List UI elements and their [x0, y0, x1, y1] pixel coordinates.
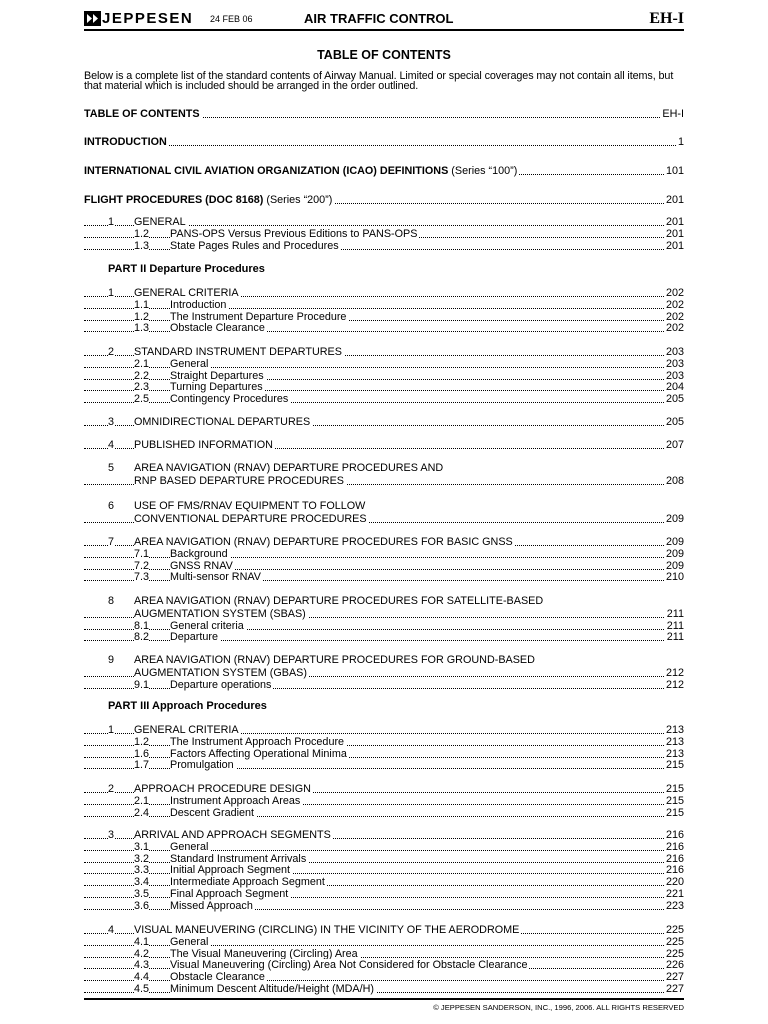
- toc-subsection-title: Minimum Descent Altitude/Height (MDA/H): [170, 982, 375, 995]
- toc-subsection-page: 215: [665, 759, 684, 772]
- toc-subsection-title: General: [170, 936, 209, 948]
- toc-section: [84, 724, 684, 736]
- toc-subsection-page: 210: [665, 571, 684, 584]
- toc-subsection-title: Contingency Procedures: [170, 393, 289, 406]
- toc-subsection-page: 204: [665, 381, 684, 394]
- toc-subsection: [84, 631, 684, 643]
- toc-section: [84, 829, 684, 841]
- toc-entry-page: EH-I: [662, 108, 684, 120]
- toc-subsection-title: Straight Departures: [170, 369, 264, 382]
- toc-subsection-page: 220: [665, 876, 684, 889]
- toc-subsection-number: 1.2: [134, 228, 150, 240]
- toc-section-title: USE OF FMS/RNAV EQUIPMENT TO FOLLOW: [134, 500, 366, 512]
- toc-subsection-number: 1.3: [134, 239, 150, 252]
- toc-section-title: ARRIVAL AND APPROACH SEGMENTS: [134, 829, 331, 841]
- toc-section-title-continued: AUGMENTATION SYSTEM (GBAS): [134, 666, 307, 679]
- toc-subsection-title: Obstacle Clearance: [170, 322, 265, 335]
- toc-subsection-title: Obstacle Clearance: [170, 971, 265, 984]
- toc-subsection-title: The Instrument Approach Procedure: [170, 736, 345, 748]
- toc-section: [84, 500, 684, 512]
- toc-entry-title: [84, 108, 202, 120]
- toc-subsection: [84, 358, 684, 370]
- toc-subsection: [84, 311, 684, 323]
- toc-subsection-number: 2.3: [134, 381, 150, 394]
- toc-subsection: [84, 228, 684, 240]
- toc-subsection-title: PANS-OPS Versus Previous Editions to PANS-OPS: [170, 228, 418, 240]
- toc-subsection: [84, 948, 684, 960]
- toc-section-page: 216: [665, 829, 684, 841]
- page-header: [84, 8, 684, 30]
- toc-subsection: [84, 853, 684, 865]
- toc-subsection: [84, 759, 684, 771]
- toc-subsection-page: 216: [665, 852, 684, 865]
- toc-subsection-page: 202: [665, 310, 684, 323]
- toc-subsection-title: General: [170, 841, 209, 853]
- toc-subsection-number: 7.2: [134, 559, 150, 572]
- toc-subsection: [84, 876, 684, 888]
- toc-section-number: 8: [108, 595, 115, 607]
- toc-subsection-page: 227: [665, 971, 684, 984]
- toc-section-number: 7: [108, 536, 115, 548]
- toc-subsection-number: 3.4: [134, 876, 150, 889]
- toc-subsection: [84, 736, 684, 748]
- toc-section-number: 3: [108, 829, 115, 841]
- toc-subsection-page: 215: [665, 795, 684, 807]
- toc-subsection-title: Initial Approach Segment: [170, 864, 291, 877]
- toc-subsection-page: 213: [665, 736, 684, 748]
- toc-subsection-page: 209: [665, 559, 684, 572]
- toc-subsection-number: 3.6: [134, 899, 150, 912]
- toc-section-number: 2: [108, 783, 115, 795]
- toc-section-page: 225: [665, 924, 684, 936]
- toc-subsection-title: Factors Affecting Operational Minima: [170, 747, 347, 760]
- page-title: TABLE OF CONTENTS: [317, 48, 451, 62]
- toc-subsection-page: 216: [665, 864, 684, 877]
- footer-rule: [84, 998, 684, 1000]
- toc-subsection-title: State Pages Rules and Procedures: [170, 239, 339, 252]
- toc-subsection-page: 215: [665, 806, 684, 819]
- toc-section-number: 4: [108, 439, 115, 451]
- toc-section-page: 203: [665, 346, 684, 358]
- toc-section-number: 5: [108, 462, 115, 474]
- toc-subsection: [84, 983, 684, 995]
- toc-entry-series: (Series “100”): [448, 165, 518, 177]
- part-heading: PART III Approach Procedures: [108, 700, 267, 712]
- toc-section: [84, 416, 684, 428]
- toc-subsection-number: 7.1: [134, 548, 150, 560]
- toc-entry-page: 201: [665, 194, 684, 206]
- intro-paragraph: Below is a complete list of the standard contents of Airway Manual. Limited or special coverages may not contain all items, but that material which is included should be arranged in the order outlined.: [84, 70, 674, 92]
- toc-section-title: AREA NAVIGATION (RNAV) DEPARTURE PROCEDURES FOR GROUND-BASED: [134, 654, 535, 666]
- toc-section: [84, 536, 684, 548]
- toc-subsection-number: 2.1: [134, 358, 150, 370]
- toc-entry-title-bold: FLIGHT PROCEDURES (DOC 8168): [84, 194, 264, 206]
- toc-subsection: [84, 795, 684, 807]
- toc-subsection-page: 209: [665, 548, 684, 560]
- toc-section-page: 205: [665, 416, 684, 428]
- toc-subsection: [84, 393, 684, 405]
- toc-entry: [84, 194, 684, 206]
- toc-entry: [84, 165, 684, 177]
- toc-subsection-number: 4.5: [134, 982, 150, 995]
- toc-section-number: 4: [108, 924, 115, 936]
- toc-subsection-page: 212: [665, 678, 684, 691]
- toc-subsection-number: 2.5: [134, 393, 150, 406]
- toc-section: [84, 346, 684, 358]
- logo-text: JEPPESEN: [102, 10, 194, 27]
- toc-subsection-number: 3.5: [134, 887, 150, 900]
- toc-subsection-title: The Visual Maneuvering (Circling) Area: [170, 947, 358, 960]
- header-date: 24 FEB 06: [210, 14, 253, 24]
- toc-subsection-title: Introduction: [170, 299, 227, 311]
- toc-section-title: AREA NAVIGATION (RNAV) DEPARTURE PROCEDURES AND: [134, 462, 444, 474]
- toc-section-number: 6: [108, 500, 115, 512]
- toc-subsection-page: 202: [665, 322, 684, 335]
- toc-section: [84, 654, 684, 666]
- toc-section-page: 208: [665, 474, 684, 487]
- toc-subsection-number: 1.2: [134, 310, 150, 323]
- toc-section: [84, 439, 684, 451]
- toc-subsection-number: 1.6: [134, 747, 150, 760]
- toc-subsection-title: Promulgation: [170, 759, 234, 772]
- toc-section-title: GENERAL CRITERIA: [134, 287, 239, 299]
- toc-entry-title-bold: INTERNATIONAL CIVIL AVIATION ORGANIZATION (ICAO) DEFINITIONS: [84, 165, 449, 177]
- toc-entry: [84, 136, 684, 148]
- toc-entry-title: [84, 165, 519, 177]
- header-page-number: EH-I: [649, 10, 684, 27]
- toc-subsection-title: Departure: [170, 631, 219, 644]
- toc-subsection: [84, 299, 684, 311]
- toc-subsection-title: Turning Departures: [170, 381, 263, 394]
- toc-section-continued: [84, 513, 684, 525]
- toc-section: [84, 595, 684, 607]
- toc-section-title: AREA NAVIGATION (RNAV) DEPARTURE PROCEDURES FOR SATELLITE-BASED: [134, 595, 544, 607]
- toc-subsection-number: 4.4: [134, 971, 150, 984]
- toc-section-title: APPROACH PROCEDURE DESIGN: [134, 783, 311, 795]
- part-heading: PART II Departure Procedures: [108, 263, 265, 275]
- toc-subsection-title: The Instrument Departure Procedure: [170, 310, 347, 323]
- toc-section-page: 211: [666, 607, 684, 620]
- toc-subsection-title: Departure operations: [170, 678, 272, 691]
- toc-subsection-number: 1.7: [134, 759, 150, 772]
- toc-section-page: 215: [665, 783, 684, 795]
- toc-subsection: [84, 548, 684, 560]
- toc-subsection: [84, 841, 684, 853]
- toc-subsection-page: 201: [665, 228, 684, 240]
- toc-section: [84, 287, 684, 299]
- toc-section-page: 207: [665, 439, 684, 451]
- toc-section-page: 201: [665, 216, 684, 228]
- toc-subsection-number: 2.4: [134, 806, 150, 819]
- toc-subsection-title: Descent Gradient: [170, 806, 255, 819]
- toc-subsection-page: 202: [665, 299, 684, 311]
- toc-subsection-page: 211: [666, 631, 684, 644]
- toc-section-page: 212: [665, 666, 684, 679]
- toc-entry-title-bold: INTRODUCTION: [84, 136, 167, 148]
- toc-subsection-page: 211: [666, 619, 684, 632]
- copyright-footer: © JEPPESEN SANDERSON, INC., 1996, 2006. ALL RIGHTS RESERVED: [433, 1003, 684, 1012]
- toc-subsection-page: 203: [665, 369, 684, 382]
- toc-subsection-page: 203: [665, 358, 684, 370]
- toc-subsection: [84, 370, 684, 382]
- toc-subsection-page: 227: [665, 982, 684, 995]
- toc-subsection-number: 4.2: [134, 947, 150, 960]
- toc-entry-page: 101: [665, 165, 684, 177]
- toc-subsection-page: 225: [665, 936, 684, 948]
- toc-subsection-page: 226: [665, 959, 684, 972]
- toc-subsection-number: 1.3: [134, 322, 150, 335]
- toc-section-page: 202: [665, 287, 684, 299]
- toc-subsection-number: 1.1: [134, 299, 150, 311]
- toc-subsection-page: 201: [665, 239, 684, 252]
- toc-subsection: [84, 971, 684, 983]
- toc-subsection: [84, 959, 684, 971]
- toc-section: [84, 783, 684, 795]
- toc-subsection-title: Missed Approach: [170, 899, 253, 912]
- toc-subsection-title: Multi-sensor RNAV: [170, 571, 261, 584]
- toc-entry: [84, 108, 684, 120]
- toc-section: [84, 216, 684, 228]
- toc-subsection-number: 9.1: [134, 678, 150, 691]
- toc-subsection-number: 3.3: [134, 864, 150, 877]
- toc-entry-title: [84, 194, 334, 206]
- toc-subsection-page: 225: [665, 947, 684, 960]
- toc-section-page: 209: [665, 536, 684, 548]
- toc-subsection-number: 7.3: [134, 571, 150, 584]
- toc-section-number: 1: [108, 216, 115, 228]
- jeppesen-logo-icon: [84, 11, 101, 26]
- toc-subsection-number: 8.1: [134, 619, 150, 632]
- toc-section-title: AREA NAVIGATION (RNAV) DEPARTURE PROCEDURES FOR BASIC GNSS: [134, 536, 513, 548]
- toc-section-number: 3: [108, 416, 115, 428]
- toc-subsection: [84, 888, 684, 900]
- toc-subsection-page: 216: [665, 841, 684, 853]
- toc-section-title-continued: AUGMENTATION SYSTEM (SBAS): [134, 607, 306, 620]
- toc-subsection-title: GNSS RNAV: [170, 559, 233, 572]
- header-section-title: AIR TRAFFIC CONTROL: [304, 11, 454, 26]
- toc-subsection-number: 3.1: [134, 841, 150, 853]
- toc-subsection-number: 8.2: [134, 631, 150, 644]
- toc-subsection: [84, 748, 684, 760]
- toc-subsection-page: 205: [665, 393, 684, 406]
- toc-subsection: [84, 620, 684, 632]
- toc-section-page: 213: [665, 724, 684, 736]
- toc-entry-title: [84, 136, 169, 148]
- toc-subsection-page: 221: [665, 887, 684, 900]
- toc-section-title: STANDARD INSTRUMENT DEPARTURES: [134, 346, 342, 358]
- toc-subsection-title: Intermediate Approach Segment: [170, 876, 325, 889]
- toc-subsection: [84, 571, 684, 583]
- toc-entry-series: (Series “200”): [263, 194, 333, 206]
- toc-subsection-page: 223: [665, 899, 684, 912]
- toc-subsection: [84, 381, 684, 393]
- toc-section-title: GENERAL: [134, 216, 186, 228]
- toc-section: [84, 924, 684, 936]
- toc-section-title-continued: CONVENTIONAL DEPARTURE PROCEDURES: [134, 512, 367, 525]
- toc-section-continued: [84, 667, 684, 679]
- toc-entry-page: 1: [677, 136, 684, 148]
- toc-subsection: [84, 240, 684, 252]
- toc-subsection-title: General criteria: [170, 619, 244, 632]
- toc-section-number: 1: [108, 724, 115, 736]
- toc-subsection-page: 213: [665, 747, 684, 760]
- toc-section-title: GENERAL CRITERIA: [134, 724, 239, 736]
- toc-subsection-title: General: [170, 358, 209, 370]
- toc-subsection-number: 4.3: [134, 959, 150, 972]
- toc-subsection-title: Background: [170, 548, 228, 560]
- dot-leader: [114, 145, 684, 146]
- toc-section-page: 209: [665, 512, 684, 525]
- toc-subsection: [84, 679, 684, 691]
- toc-section-number: 1: [108, 287, 115, 299]
- toc-subsection-title: Final Approach Segment: [170, 887, 289, 900]
- toc-section-number: 2: [108, 346, 115, 358]
- toc-subsection-title: Instrument Approach Areas: [170, 795, 301, 807]
- toc-subsection: [84, 864, 684, 876]
- toc-subsection: [84, 936, 684, 948]
- toc-section-title-continued: RNP BASED DEPARTURE PROCEDURES: [134, 474, 344, 487]
- toc-section-title: OMNIDIRECTIONAL DEPARTURES: [134, 416, 311, 428]
- toc-subsection: [84, 322, 684, 334]
- toc-subsection: [84, 807, 684, 819]
- toc-section-number: 9: [108, 654, 115, 666]
- toc-subsection: [84, 900, 684, 912]
- toc-section-title: PUBLISHED INFORMATION: [134, 439, 273, 451]
- toc-section-continued: [84, 475, 684, 487]
- toc-subsection-number: 2.2: [134, 369, 150, 382]
- toc-subsection-title: Visual Maneuvering (Circling) Area Not Considered for Obstacle Clearance: [170, 959, 528, 972]
- toc-entry-title-bold: TABLE OF CONTENTS: [84, 108, 200, 120]
- toc-section-title: VISUAL MANEUVERING (CIRCLING) IN THE VICINITY OF THE AERODROME: [134, 924, 520, 936]
- toc-section-continued: [84, 608, 684, 620]
- toc-subsection-number: 2.1: [134, 795, 150, 807]
- toc-subsection-number: 1.2: [134, 736, 150, 748]
- toc-subsection-title: Standard Instrument Arrivals: [170, 852, 307, 865]
- toc-subsection-number: 4.1: [134, 936, 150, 948]
- toc-section: [84, 462, 684, 474]
- toc-subsection-number: 3.2: [134, 852, 150, 865]
- toc-subsection: [84, 560, 684, 572]
- header-rule: [84, 29, 684, 31]
